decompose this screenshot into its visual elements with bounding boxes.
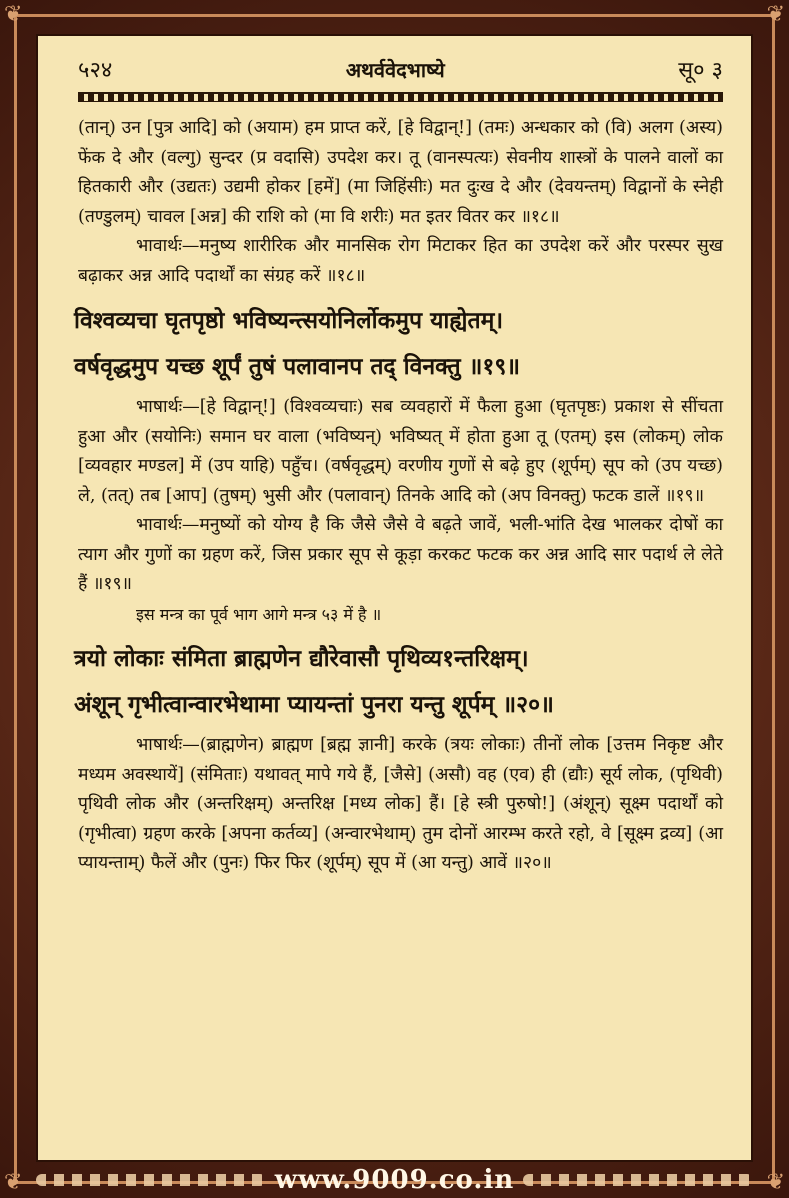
mantra-20-line-2: अंशून् गृभीत्वान्वारभेथामा प्यायन्तां पुनरा यन्तु शूर्पम् ॥२०॥ [74,691,554,718]
website-url: www.9009.co.in [274,1165,515,1195]
paragraph-meaning-19: भावार्थः—मनुष्यों को योग्य है कि जैसे जैसे वे बढ़ते जावें, भली-भांति देख भालकर दोषों का त्याग और गुणों का ग्रहण करें, जिस प्रकार सूप से कूड़ा करकट फटक कर अन्न आदि सार पदार्थ ले लेते हैं ॥१९॥ [78,515,723,594]
corner-ornament-icon: ❦ [4,1170,23,1195]
section-label: सू० ३ [678,58,723,83]
corner-ornament-icon: ❦ [4,2,23,27]
page-header [78,52,723,86]
paragraph-translation-19: भाषार्थः—[हे विद्वान्!] (विश्वव्यचाः) सब व्यवहारों में फैला हुआ (घृतपृष्ठः) प्रकाश से सींचता हुआ और (सयोनिः) समान घर वाला (भविष्यन्) भविष्यत् में होता हुआ तू (एतम्) इस (लोकम्) लोक [व्यवहार मण्डल] में (उप याहि) पहुँच। (वर्षवृद्धम्) वरणीय गुणों से बढ़े हुए (शूर्पम्) सूप को (उप यच्छ) ले, (तत्) तब [आप] (तुषम्) भुसी और (पलावान्) तिनके आदि को (अप विनक्तु) फटक डालें ॥१९॥ [78,397,723,506]
header-divider [78,92,723,102]
paragraph-translation-20: भाषार्थः—(ब्राह्मणेन) ब्राह्मण [ब्रह्म ज्ञानी] करके (त्रयः लोकाः) तीनों लोक [उत्तम निकृष्ट और मध्यम अवस्थायें] (संमिताः) यथावत् मापे गये हैं, [जैसे] (असौ) वह (एव) ही (द्यौः) सूर्य लोक, (पृथिवी) पृथिवी लोक और (अन्तरिक्षम्) अन्तरिक्ष [मध्य लोक] हैं। [हे स्त्री पुरुषो!] (अंशून्) सूक्ष्म पदार्थों को (गृभीत्वा) ग्रहण करके [अपना कर्तव्य] (अन्वारभेथाम्) तुम दोनों आरम्भ करते रहो, वे [सूक्ष्म द्रव्य] (आ प्यायन्ताम्) फैलें और (पुनः) फिर फिर (शूर्पम्) सूप में (आ यन्तु) आवें ॥२०॥ [78,735,723,873]
paragraph-meaning-18: भावार्थः—मनुष्य शारीरिक और मानसिक रोग मिटाकर हित का उपदेश करें और परस्पर सुख बढ़ाकर अन्न आदि पदार्थों का संग्रह करें ॥१८॥ [78,236,723,286]
paragraph-translation-18: (तान्) उन [पुत्र आदि] को (अयाम) हम प्राप्त करें, [हे विद्वान्!] (तमः) अन्धकार को (वि) अलग (अस्य) फेंक दे और (वल्गु) सुन्दर (प्र वदासि) उपदेश कर। तू (वानस्पत्यः) सेवनीय शास्त्रों के पालने वालों का हितकारी और (उद्यतः) उद्यमी होकर [हमें] (मा जिहिंसीः) मत दुःख दे और (देवयन्तम्) विद्वानों के स्नेही (तण्डुलम्) चावल [अन्न] की राशि को (मा वि शरीः) मत इतर वितर कर ॥१८॥ [78,118,723,227]
footer-ornament-left [36,1174,266,1186]
page-title: अथर्ववेदभाष्ये [345,57,445,82]
page-number: ५२४ [78,58,113,83]
footer-ornament-right [523,1174,753,1186]
mantra-19-line-1: विश्वव्यचा घृतपृष्ठो भविष्यन्त्सयोनिर्लोकमुप याह्येतम्। [74,307,504,334]
page-content [36,34,753,1162]
footer-bar [36,1162,753,1198]
mantra-19-line-2: वर्षवृद्धमुप यच्छ शूर्पं तुषं पलावानप तद् विनक्तु ॥१९॥ [74,353,521,380]
corner-ornament-icon: ❦ [766,1170,785,1195]
mantra-20-line-1: त्रयो लोकाः संमिता ब्राह्मणेन द्यौरेवासौ पृथिव्य१न्तरिक्षम्। [74,645,529,672]
note-text: इस मन्त्र का पूर्व भाग आगे मन्त्र ५३ में है ॥ [136,604,382,624]
corner-ornament-icon: ❦ [766,2,785,27]
